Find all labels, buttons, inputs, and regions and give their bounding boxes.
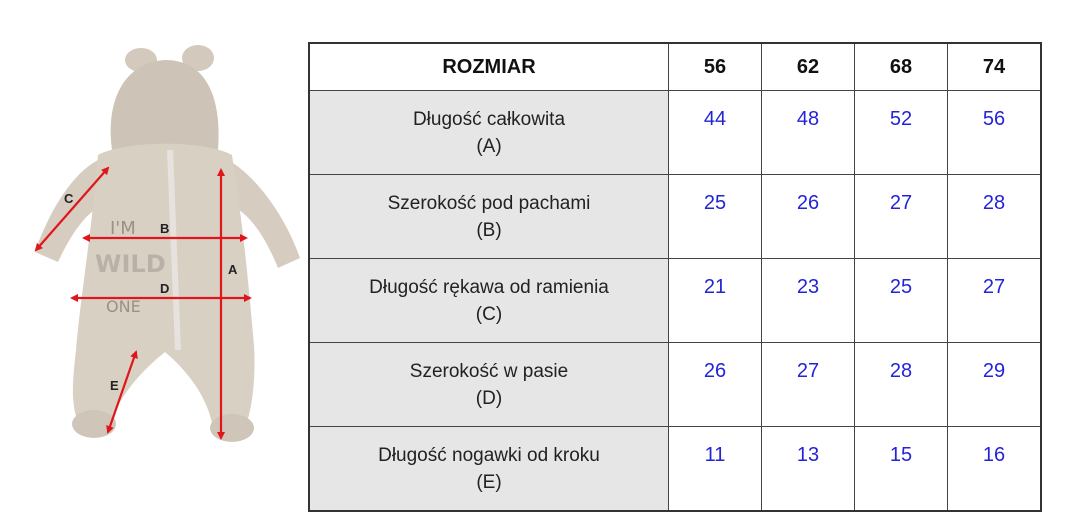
value-text: 27 [982,276,1006,298]
measurement-value [762,427,855,512]
value-text: 26 [796,192,820,214]
size-header: 62 [762,43,855,91]
table-row [309,427,1041,512]
measurement-value [948,343,1042,427]
measurement-code: (C) [475,303,503,325]
measurement-value [669,175,762,259]
value-text: 44 [703,108,727,130]
print-text-1: I'M [110,218,136,239]
value-text: 27 [796,360,820,382]
measurement-name: Szerokość w pasie [409,360,569,382]
size-chart-table [308,42,1042,512]
measurement-value [855,91,948,175]
value-text: 26 [703,360,727,382]
measurement-value [948,91,1042,175]
value-text: 28 [889,360,913,382]
measurement-label [309,175,669,259]
measurement-code: (D) [475,387,503,409]
measurement-name: Szerokość pod pachami [387,192,591,214]
measurement-value [762,259,855,343]
value-text: 48 [796,108,820,130]
value-text: 23 [796,276,820,298]
measurement-value [855,343,948,427]
measurement-value [762,91,855,175]
value-text: 52 [889,108,913,130]
measurement-label [309,427,669,512]
value-text: 11 [704,444,726,466]
value-text: 25 [889,276,913,298]
print-text-2: WILD [95,250,166,278]
value-text: 25 [703,192,727,214]
size-header: 74 [948,43,1042,91]
measurement-value [669,427,762,512]
measurement-value [669,91,762,175]
value-text: 27 [889,192,913,214]
table-row [309,175,1041,259]
measurement-code: (B) [476,219,502,241]
measurement-name: Długość rękawa od ramienia [369,276,609,298]
table-row [309,259,1041,343]
marker-e: E [110,378,119,393]
romper-illustration [35,45,300,442]
measurement-value [948,427,1042,512]
marker-c: C [64,191,74,206]
header-size-label: ROZMIAR [309,43,669,91]
marker-a: A [228,262,238,277]
table-header-row [309,43,1041,91]
measurement-value [855,175,948,259]
measurement-code: (A) [476,135,502,157]
measurement-code: (E) [476,471,502,493]
size-header: 68 [855,43,948,91]
value-text: 13 [796,444,820,466]
measurement-value [855,259,948,343]
measurement-value [762,343,855,427]
measurement-value [762,175,855,259]
table-row [309,91,1041,175]
measurement-value [669,259,762,343]
value-text: 15 [889,444,913,466]
measurement-name: Długość nogawki od kroku [378,444,600,466]
marker-b: B [160,221,170,236]
measurement-name: Długość całkowita [412,108,566,130]
table-row [309,343,1041,427]
value-text: 28 [982,192,1006,214]
measurement-label [309,259,669,343]
measurement-value [669,343,762,427]
measurement-label [309,91,669,175]
measurement-value [855,427,948,512]
value-text: 56 [982,108,1006,130]
measurement-label [309,343,669,427]
value-text: 29 [982,360,1006,382]
romper-measurement-diagram [0,0,310,489]
marker-d: D [160,281,170,296]
measurement-value [948,175,1042,259]
value-text: 21 [703,276,727,298]
print-text-3: ONE [106,297,141,316]
value-text: 16 [982,444,1006,466]
measurement-value [948,259,1042,343]
size-header: 56 [669,43,762,91]
